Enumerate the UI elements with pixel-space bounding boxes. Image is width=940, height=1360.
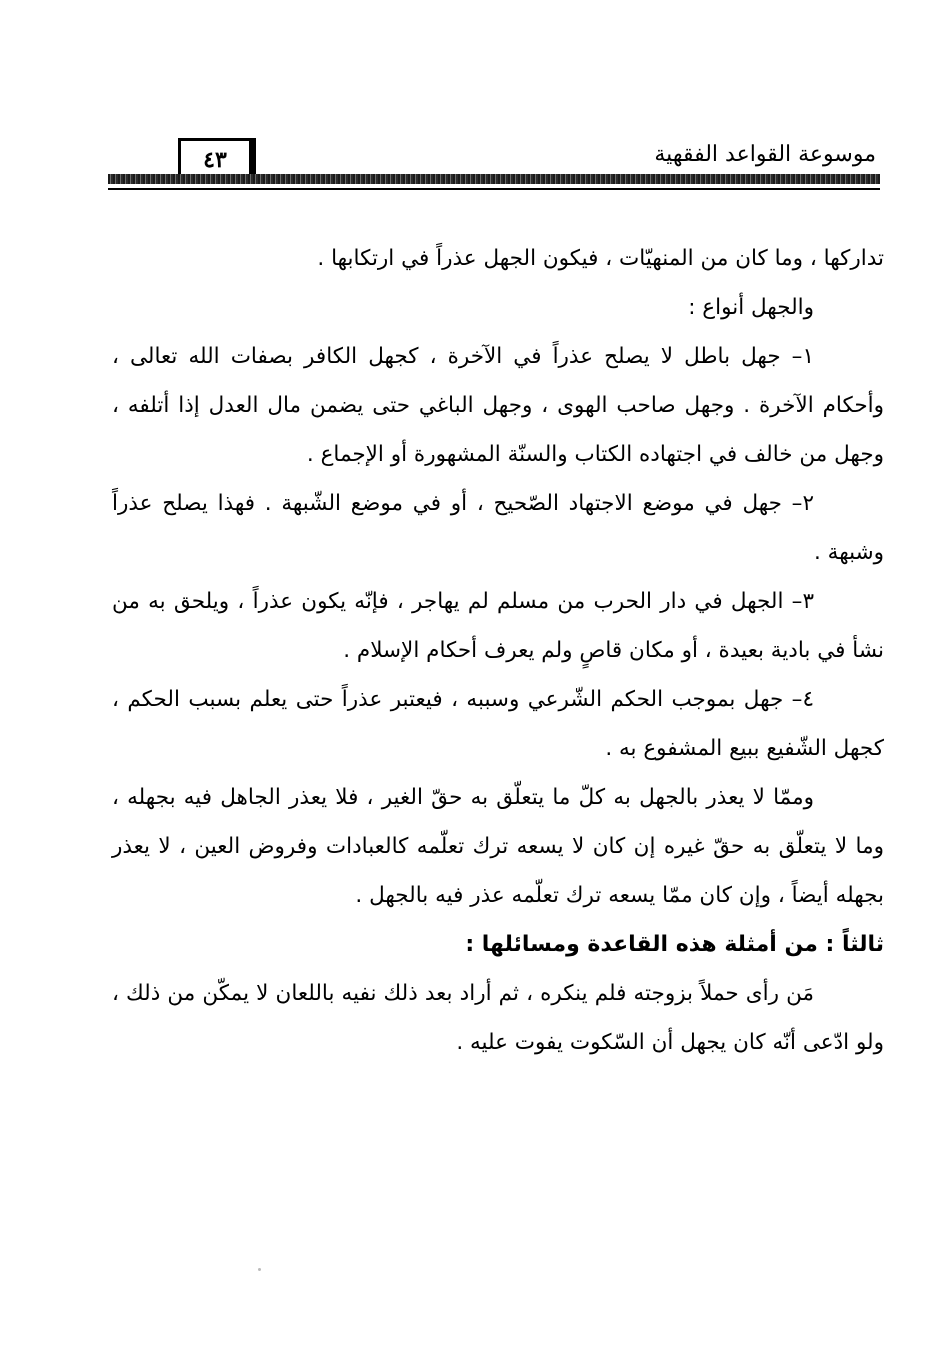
header-rule — [108, 174, 880, 184]
page-header — [108, 138, 880, 190]
paragraph-example: مَن رأى حملاً بزوجته فلم ينكره ، ثم أراد بعد ذلك نفيه باللعان لا يمكّن من ذلك ، ولو ادّعى أنّه كان يجهل أن السّكوت يفوت عليه . — [112, 981, 884, 1055]
page-number: ٤٣ — [178, 138, 256, 182]
paragraph-type-1: ١– جهل باطل لا يصلح عذراً في الآخرة ، كجهل الكافر بصفات الله تعالى ، وأحكام الآخرة . وجهل صاحب الهوى ، وجهل الباغي حتى يضمن مال العدل إذا أتلفه ، وجهل من خالف في اجتهاده الكتاب والسنّة المشهورة أو الإجماع . — [112, 344, 884, 467]
paragraph-types-intro: والجهل أنواع : — [688, 295, 814, 320]
section-heading: ثالثاً : من أمثلة هذه القاعدة ومسائلها : — [465, 932, 884, 957]
page-body — [112, 234, 884, 1067]
book-title: موسوعة القواعد الفقهية — [654, 142, 876, 167]
header-rule-thin — [108, 188, 880, 190]
paragraph-type-2: ٢– جهل في موضع الاجتهاد الصّحيح ، أو في موضع الشّبهة . فهذا يصلح عذراً وشبهة . — [112, 491, 884, 565]
paragraph-type-3: ٣– الجهل في دار الحرب من مسلم لم يهاجر ، فإنّه يكون عذراً ، ويلحق به من نشأ في بادية بعيدة ، أو مكان قاصٍ ولم يعرف أحكام الإسلام . — [112, 589, 884, 663]
scan-speck — [258, 1268, 261, 1271]
paragraph-not-excused: وممّا لا يعذر بالجهل به كلّ ما يتعلّق به حقّ الغير ، فلا يعذر الجاهل فيه بجهله ، وما لا يتعلّق به حقّ غيره إن كان لا يسعه ترك تعلّمه كالعبادات وفروض العين ، لا يعذر بجهله أيضاً ، وإن كان ممّا يسعه ترك تعلّمه عذر فيه بالجهل . — [112, 785, 884, 908]
paragraph-type-4: ٤– جهل بموجب الحكم الشّرعي وسببه ، فيعتبر عذراً حتى يعلم بسبب الحكم ، كجهل الشّفيع ببيع المشفوع به . — [112, 687, 884, 761]
paragraph-continuation: تداركها ، وما كان من المنهيّات ، فيكون الجهل عذراً في ارتكابها . — [317, 246, 884, 271]
